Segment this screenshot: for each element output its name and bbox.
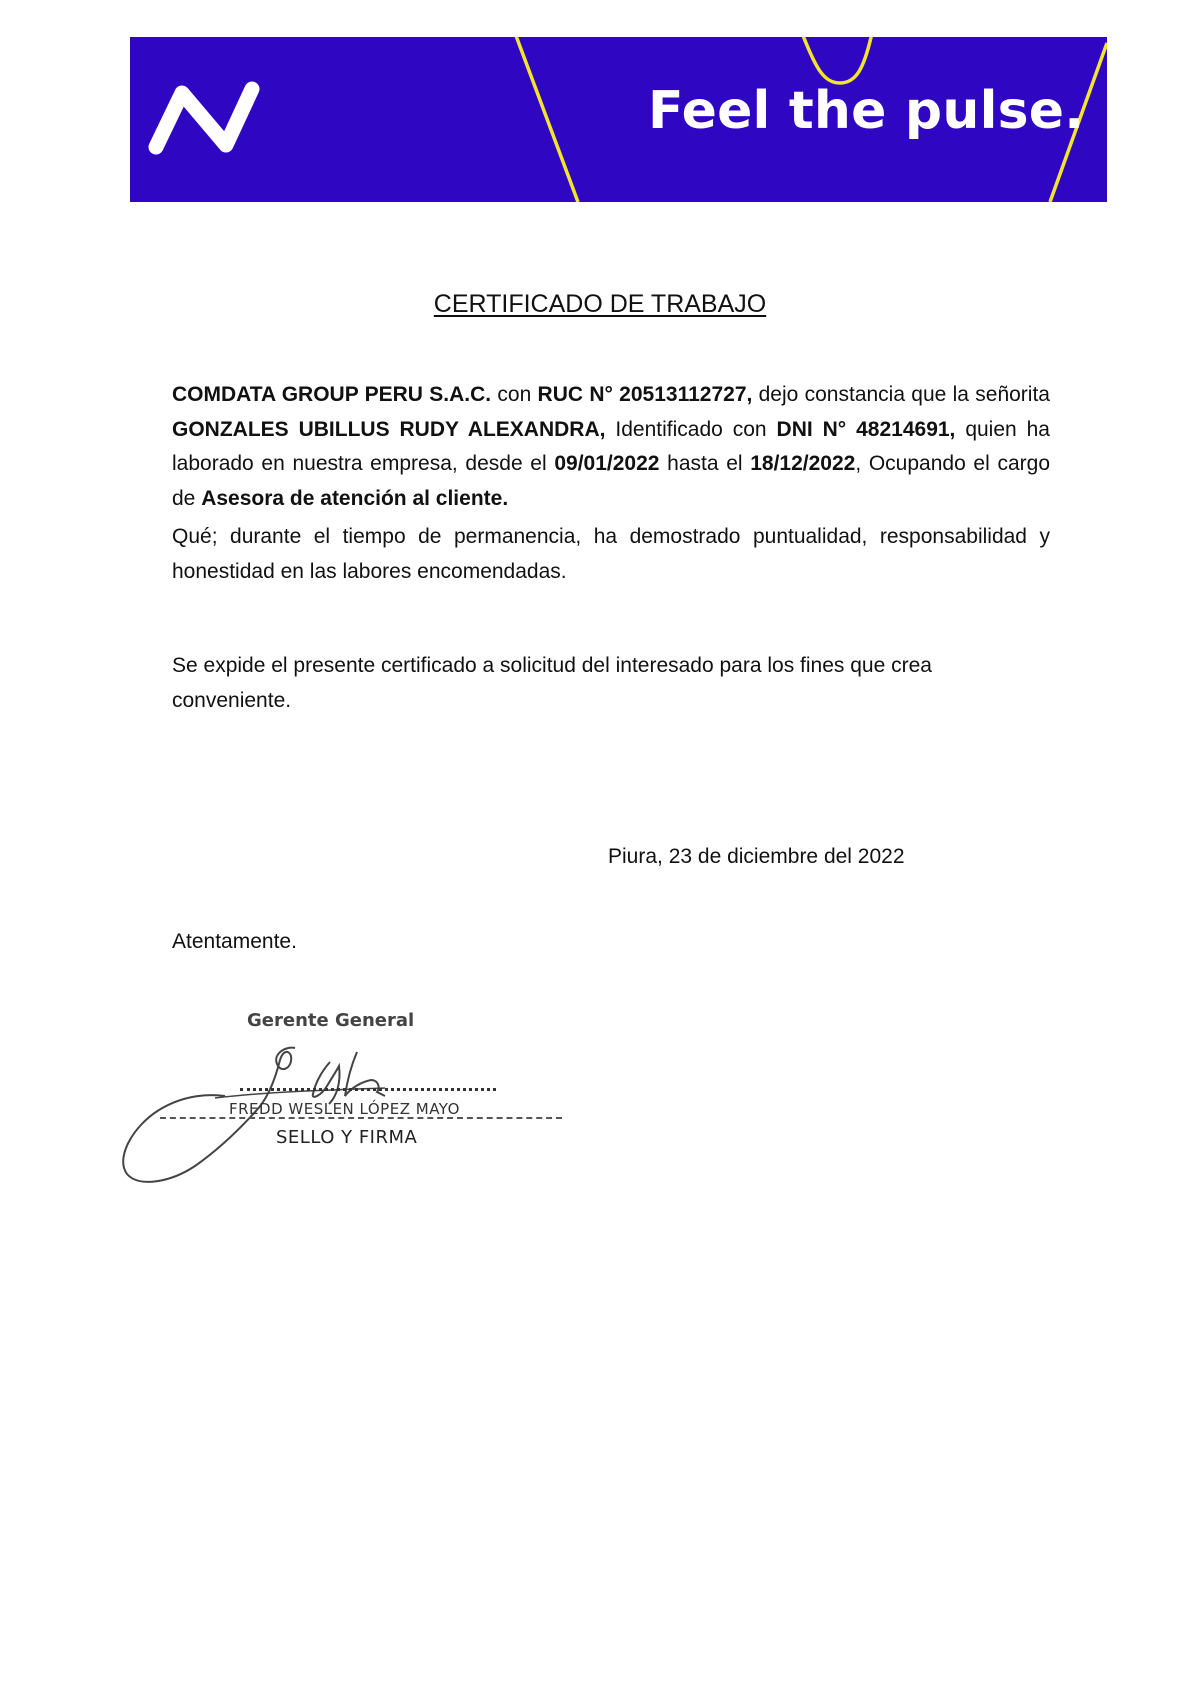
- signer-name: FREDD WESLEN LÓPEZ MAYO: [229, 1100, 460, 1118]
- ruc-number: RUC N° 20513112727,: [537, 383, 753, 406]
- handwritten-signature-icon: [115, 1030, 418, 1215]
- end-date: 18/12/2022: [750, 452, 856, 475]
- employee-name: GONZALES UBILLUS RUDY ALEXANDRA,: [172, 417, 606, 441]
- place-date: Piura, 23 de diciembre del 2022: [608, 845, 905, 868]
- certificate-paragraph: [172, 378, 1050, 516]
- page-title: CERTIFICADO DE TRABAJO: [433, 290, 767, 318]
- header-banner: [130, 37, 1107, 202]
- closing: Atentamente.: [172, 930, 297, 953]
- dni-number: DNI N° 48214691,: [776, 417, 956, 441]
- stamp-signature-label: SELLO Y FIRMA: [276, 1127, 418, 1148]
- text-segment: quien ha laborado en nuestra empresa, desde el: [172, 417, 1050, 475]
- company-name: COMDATA GROUP PERU S.A.C.: [172, 383, 492, 406]
- text-segment: , Ocupando el cargo de: [172, 452, 1050, 510]
- signature-dotted-line: [240, 1088, 496, 1091]
- text-segment: dejo constancia que la señorita: [752, 383, 1050, 406]
- signer-role: Gerente General: [247, 1010, 415, 1031]
- purpose-paragraph: Se expide el presente certificado a solicitud del interesado para los fines que crea conveniente.: [172, 654, 932, 712]
- conduct-paragraph: Qué; durante el tiempo de permanencia, ha demostrado puntualidad, responsabilidad y honestidad en las labores encomendadas.: [172, 525, 1050, 583]
- job-position: Asesora de atención al cliente.: [201, 486, 509, 510]
- slogan: Feel the pulse.: [648, 81, 1085, 141]
- text-segment: hasta el: [659, 452, 751, 475]
- text-segment: Identificado con: [605, 417, 777, 441]
- start-date: 09/01/2022: [554, 452, 660, 475]
- text-segment: con: [491, 383, 538, 406]
